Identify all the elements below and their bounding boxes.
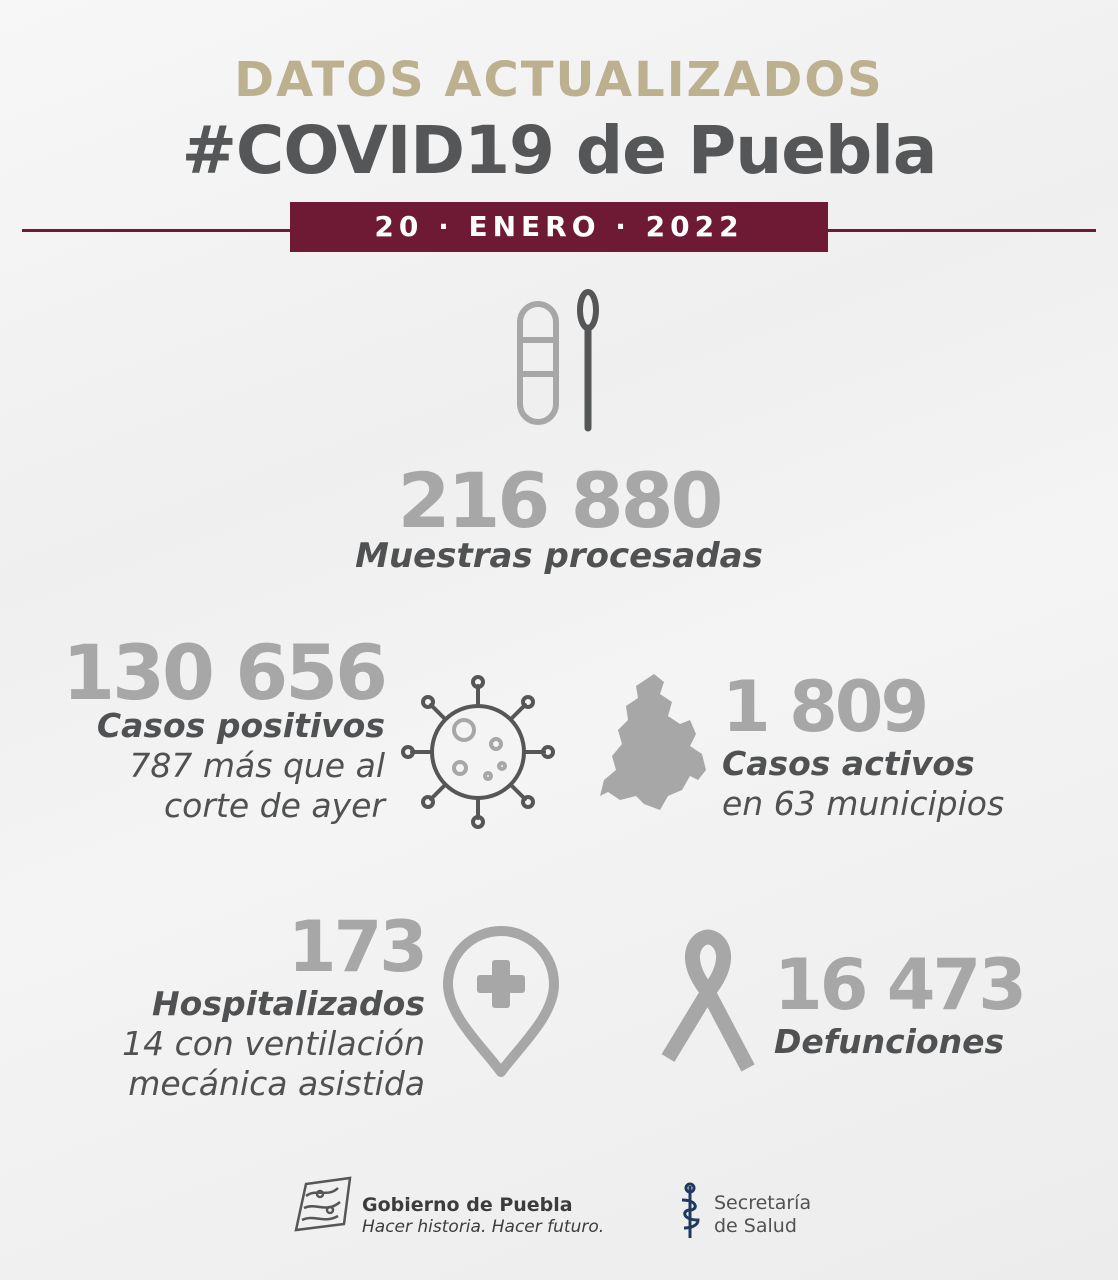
secretaria-line1: Secretaría (714, 1192, 812, 1214)
secretaria-salud-emblem (676, 1182, 704, 1240)
puebla-map-icon (598, 672, 710, 814)
hospitalizados-value: 173 (287, 906, 425, 988)
positivos-sub2: corte de ayer (164, 786, 385, 825)
positivos-value: 130 656 (62, 628, 385, 717)
activos-sub1: en 63 municipios (722, 784, 1005, 823)
hospitalizados-label: Hospitalizados (152, 984, 425, 1023)
virus-icon (398, 672, 558, 832)
gobierno-name: Gobierno de Puebla (362, 1194, 573, 1216)
positivos-label: Casos positivos (96, 706, 385, 745)
hospitalizados-sub2: mecánica asistida (128, 1064, 425, 1103)
positivos-sub1: 787 más que al (129, 746, 385, 785)
date-band: 20 · ENERO · 2022 (290, 202, 828, 252)
defunciones-label: Defunciones (774, 1022, 1005, 1061)
ribbon-icon (658, 928, 758, 1076)
defunciones-value: 16 473 (774, 944, 1024, 1026)
secretaria-line2: de Salud (714, 1215, 797, 1237)
divider-right (826, 229, 1096, 232)
activos-value: 1 809 (722, 666, 927, 748)
gobierno-tagline: Hacer historia. Hacer futuro. (362, 1217, 605, 1237)
activos-label: Casos activos (722, 744, 975, 783)
test-tube-swab-icon (510, 288, 610, 433)
divider-left (22, 229, 292, 232)
muestras-label: Muestras procesadas (355, 536, 763, 576)
header-kicker: DATOS ACTUALIZADOS (234, 52, 884, 108)
gobierno-puebla-emblem (292, 1174, 354, 1234)
page-title: #COVID19 de Puebla (181, 112, 937, 189)
hospitalizados-sub1: 14 con ventilación (122, 1024, 425, 1063)
muestras-value: 216 880 (397, 456, 721, 545)
hospital-pin-icon (442, 926, 560, 1078)
